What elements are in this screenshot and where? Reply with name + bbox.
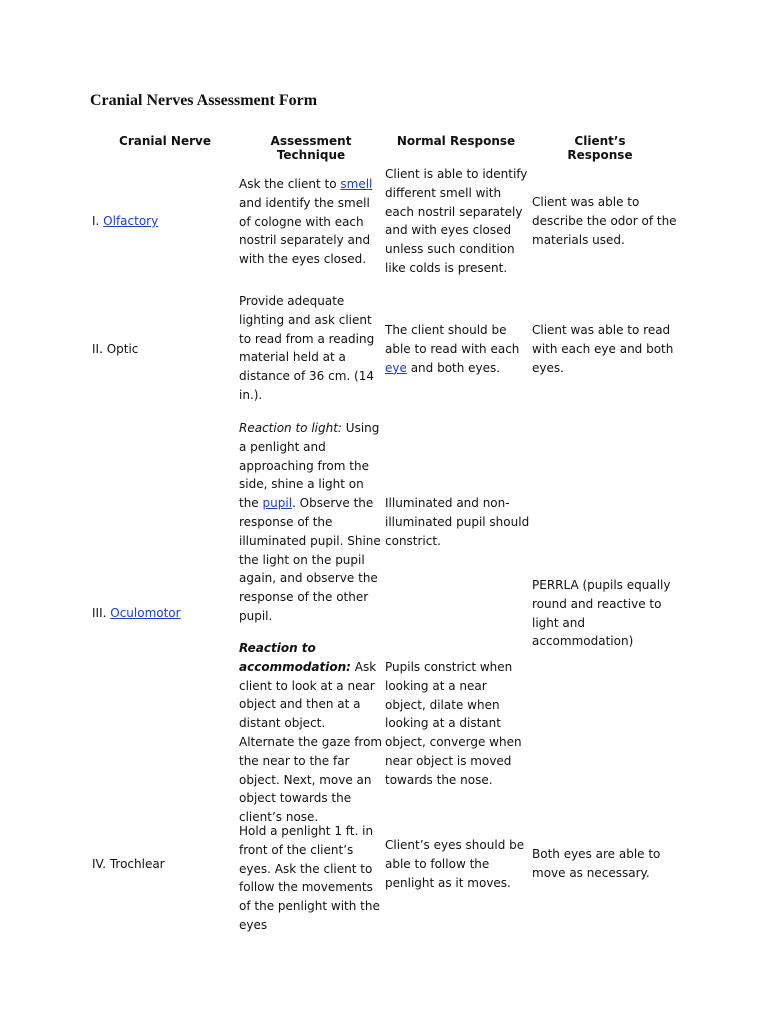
reaction-to-accommodation-label: Reaction to accommodation: bbox=[239, 641, 351, 674]
technique-text: Ask the client to bbox=[239, 177, 341, 191]
header-clients-response: Client’s Response bbox=[567, 134, 633, 162]
oculomotor-link[interactable]: Oculomotor bbox=[110, 606, 181, 620]
technique-text: and identify the smell of cologne with each nostril separately and with the eyes closed. bbox=[239, 195, 371, 267]
normal-olfactory: Client is able to identify different smell with each nostril separately and with eyes closed unless such condition like colds is present. bbox=[385, 167, 528, 275]
technique-optic: Provide adequate lighting and ask client to read from a reading material held at a distance of 36 cm. (14 in.). bbox=[239, 294, 375, 402]
smell-link[interactable]: smell bbox=[340, 177, 373, 191]
nerve-olfactory bbox=[92, 212, 158, 231]
normal-text: The client should be able to read with each bbox=[385, 323, 520, 356]
page-title: Cranial Nerves Assessment Form bbox=[90, 92, 318, 109]
normal-trochlear: Client’s eyes should be able to follow the penlight as it moves. bbox=[385, 838, 525, 890]
nerve-trochlear: IV. Trochlear bbox=[92, 857, 165, 871]
header-normal-response: Normal Response bbox=[396, 134, 516, 148]
eye-link[interactable]: eye bbox=[385, 360, 407, 375]
nerve-optic: II. Optic bbox=[92, 342, 139, 356]
normal-text: and both eyes. bbox=[406, 360, 501, 375]
nerve-oculomotor bbox=[92, 604, 181, 623]
header-cranial-nerve: Cranial Nerve bbox=[119, 134, 211, 148]
technique-text: Ask client to look at a near object and then at a distant object. Alternate the gaze from the near to the far object. Next, move an object towards the client’s nose. bbox=[239, 659, 383, 825]
nerve-numeral: III. bbox=[92, 606, 111, 620]
technique-text: . Observe the response of the illuminated pupil. Shine the light on the pupil again, and observe the response of the other pupil. bbox=[239, 496, 381, 623]
client-oculomotor: PERRLA (pupils equally round and reactive to light and accommodation) bbox=[532, 578, 671, 649]
normal-reaction-to-light: Illuminated and non-illuminated pupil should constrict. bbox=[385, 496, 530, 548]
technique-olfactory bbox=[239, 175, 384, 269]
client-optic: Client was able to read with each eye and both eyes. bbox=[532, 323, 674, 375]
technique-text: Using a penlight and approaching from the side, shine a light on the bbox=[239, 421, 380, 511]
technique-reaction-to-light bbox=[239, 419, 384, 626]
nerve-numeral: I. bbox=[92, 214, 104, 228]
reaction-to-light-label: Reaction to light: bbox=[239, 421, 342, 435]
client-olfactory: Client was able to describe the odor of the materials used. bbox=[532, 195, 677, 247]
normal-reaction-to-accommodation: Pupils constrict when looking at a near object, dilate when looking at a distant object, converge when near object is moved towards the nose. bbox=[385, 660, 522, 787]
technique-trochlear: Hold a penlight 1 ft. in front of the client’s eyes. Ask the client to follow the movements of the penlight with the eyes bbox=[239, 824, 380, 932]
technique-reaction-to-accommodation bbox=[239, 639, 384, 827]
header-assessment-technique: Assessment Technique bbox=[270, 134, 352, 162]
pupil-link[interactable]: pupil bbox=[262, 496, 293, 511]
olfactory-link[interactable]: Olfactory bbox=[103, 214, 159, 228]
client-trochlear: Both eyes are able to move as necessary. bbox=[532, 847, 661, 880]
normal-optic bbox=[385, 321, 530, 377]
